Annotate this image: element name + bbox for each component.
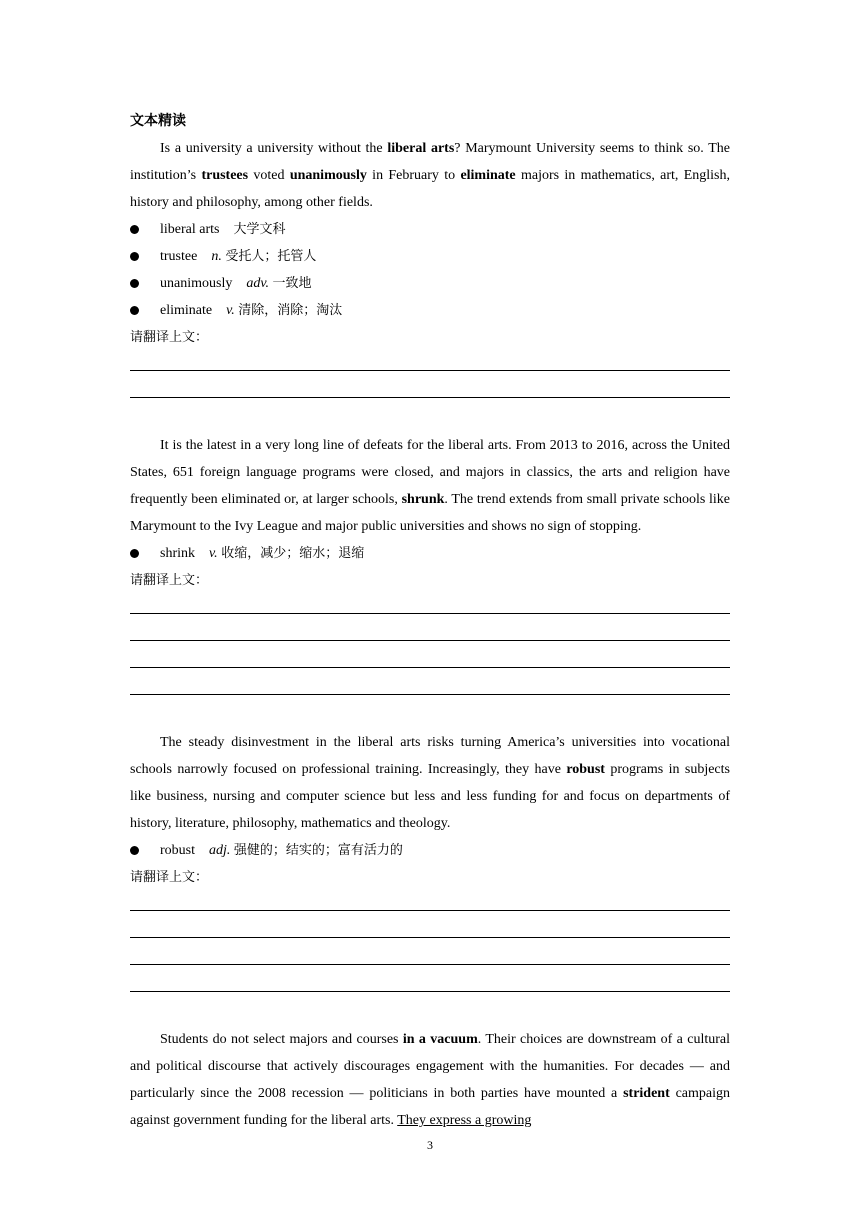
- text-run: Students do not select majors and courses: [160, 1032, 403, 1047]
- bullet-dot-icon: [130, 279, 139, 288]
- paragraph-3: [130, 729, 730, 837]
- bold-term: unanimously: [289, 168, 367, 183]
- vocab-item: [130, 540, 730, 567]
- bold-term: shrunk: [401, 492, 445, 507]
- vocab-term: unanimously: [160, 276, 233, 291]
- text-run: ? Marymount University seems to think so. The institution’s: [130, 141, 730, 183]
- text-run: majors in mathematics, art, English, history and philosophy, among other fields.: [130, 168, 730, 210]
- text-run: campaign against government funding for the liberal arts.: [130, 1086, 730, 1128]
- document-page: [130, 108, 730, 1134]
- answer-line[interactable]: [130, 972, 730, 992]
- text-run: Is a university a university without the: [160, 141, 388, 156]
- spacer: [130, 999, 730, 1026]
- bold-term: trustees: [201, 168, 249, 183]
- page-number: 3: [427, 1138, 433, 1152]
- vocab-item: [130, 216, 730, 243]
- section-heading: 文本精读: [130, 113, 186, 129]
- translate-prompt: 请翻译上文：: [130, 330, 209, 345]
- vocab-pos: n.: [211, 249, 222, 264]
- paragraph-2: [130, 432, 730, 540]
- bold-term: strident: [623, 1086, 670, 1101]
- vocab-item: [130, 243, 730, 270]
- text-run: . The trend extends from small private schools like Marymount to the Ivy League and major public universities and shows no sign of stopping.: [130, 492, 730, 534]
- spacer: [130, 702, 730, 729]
- bullet-dot-icon: [130, 252, 139, 261]
- vocab-meaning: 一致地: [272, 276, 312, 291]
- answer-line[interactable]: [130, 675, 730, 695]
- paragraph-1: [130, 135, 730, 216]
- vocab-meaning: 大学文科: [233, 222, 286, 237]
- vocab-meaning: 强健的；结实的；富有活力的: [233, 843, 403, 858]
- paragraph-4: [130, 1026, 730, 1134]
- spacer: [130, 405, 730, 432]
- vocab-pos: adv.: [246, 276, 270, 291]
- vocab-term: robust: [160, 843, 195, 858]
- text-run: It is the latest in a very long line of defeats for the liberal arts. From 2013 to 2016, across the United States, 651 foreign language programs were closed, and majors in classics, the arts and religion have frequently been eliminated or, at larger schools,: [130, 438, 730, 507]
- text-run: The steady disinvestment in the liberal arts risks turning America’s universities into vocational schools narrowly focused on professional training. Increasingly, they have: [130, 735, 730, 777]
- answer-line[interactable]: [130, 351, 730, 371]
- text-run: . Their choices are downstream of a cultural and political discourse that actively discourages engagement with the humanities. For decades — and particularly since the 2008 recession — politicians in both parties have mounted a: [130, 1032, 731, 1101]
- vocab-term: eliminate: [160, 303, 213, 318]
- vocab-meaning: 收缩，减少；缩水；退缩: [221, 546, 365, 561]
- vocab-meaning: 受托人；托管人: [225, 249, 317, 264]
- answer-line[interactable]: [130, 945, 730, 965]
- answer-line[interactable]: [130, 594, 730, 614]
- answer-line[interactable]: [130, 378, 730, 398]
- text-run: voted: [248, 168, 290, 183]
- vocab-term: shrink: [160, 546, 195, 561]
- answer-line[interactable]: [130, 891, 730, 911]
- bullet-dot-icon: [130, 549, 139, 558]
- vocab-item: [130, 270, 730, 297]
- bullet-dot-icon: [130, 306, 139, 315]
- underlined-text: They express a growing: [397, 1113, 532, 1128]
- vocab-item: [130, 297, 730, 324]
- bold-term: liberal arts: [387, 141, 455, 156]
- bullet-dot-icon: [130, 225, 139, 234]
- bold-term: eliminate: [460, 168, 516, 183]
- vocab-term: trustee: [160, 249, 198, 264]
- vocab-pos: v.: [226, 303, 235, 318]
- bold-term: in a vacuum: [402, 1032, 478, 1047]
- translate-prompt: 请翻译上文：: [130, 573, 209, 588]
- bullet-dot-icon: [130, 846, 139, 855]
- answer-line[interactable]: [130, 918, 730, 938]
- bold-term: robust: [566, 762, 605, 777]
- vocab-pos: adj.: [209, 843, 231, 858]
- vocab-pos: v.: [209, 546, 218, 561]
- text-run: in February to: [366, 168, 461, 183]
- translate-prompt: 请翻译上文：: [130, 870, 209, 885]
- vocab-meaning: 清除，消除；淘汰: [238, 303, 343, 318]
- vocab-item: [130, 837, 730, 864]
- answer-line[interactable]: [130, 621, 730, 641]
- vocab-term: liberal arts: [160, 222, 220, 237]
- text-run: programs in subjects like business, nursing and computer science but less and less funding for and focus on departments of history, literature, philosophy, mathematics and theology.: [130, 762, 730, 831]
- answer-line[interactable]: [130, 648, 730, 668]
